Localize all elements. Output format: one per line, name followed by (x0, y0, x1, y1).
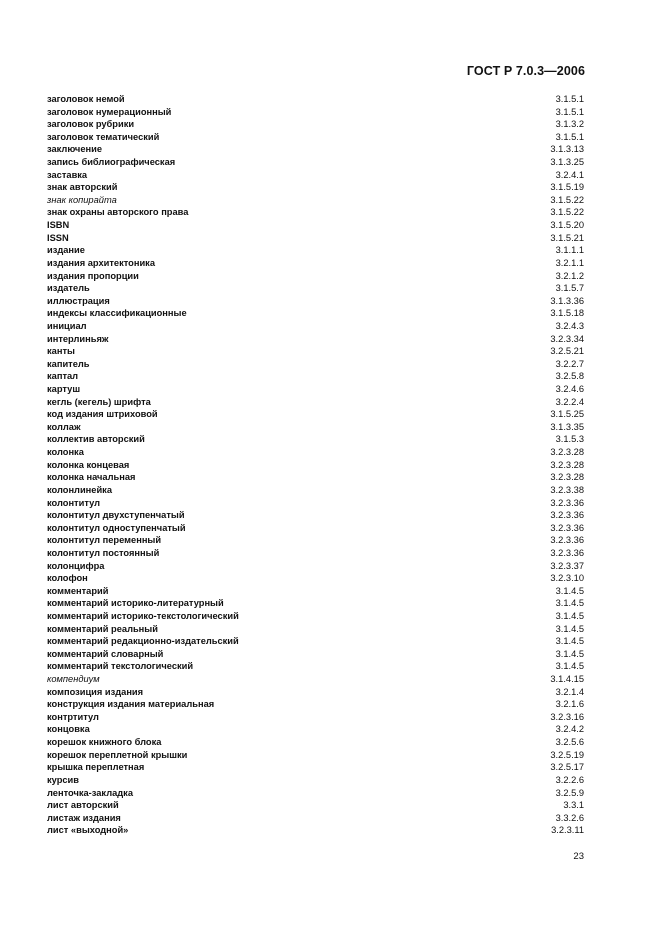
index-entry (47, 459, 584, 472)
index-reference: 3.1.3.25 (550, 157, 584, 168)
index-term: композиция издания (47, 686, 144, 697)
index-reference: 3.2.1.1 (555, 257, 584, 268)
index-entry (47, 534, 584, 547)
index-entry (47, 774, 584, 787)
index-entry (47, 799, 584, 812)
index-reference: 3.1.4.5 (555, 585, 584, 596)
index-reference: 3.1.5.22 (550, 194, 584, 205)
index-reference: 3.2.3.36 (550, 510, 584, 521)
index-entry (47, 156, 584, 169)
index-reference: 3.2.2.6 (555, 774, 584, 785)
index-term: издания пропорции (47, 270, 139, 281)
index-reference: 3.1.5.22 (550, 207, 584, 218)
index-entry (47, 736, 584, 749)
index-entry (47, 421, 584, 434)
index-entry (47, 660, 584, 673)
index-reference: 3.3.1 (563, 800, 584, 811)
index-term: ISSN (47, 232, 69, 243)
index-term: колонка (47, 447, 84, 458)
index-reference: 3.2.1.2 (555, 270, 584, 281)
index-reference: 3.2.3.10 (550, 573, 584, 584)
index-reference: 3.2.4.1 (555, 169, 584, 180)
index-reference: 3.2.4.2 (555, 724, 584, 735)
index-entry (47, 635, 584, 648)
index-entry (47, 610, 584, 623)
index-term: запись библиографическая (47, 157, 176, 168)
index-entry (47, 232, 584, 245)
index-reference: 3.2.3.28 (550, 472, 584, 483)
index-entry (47, 623, 584, 636)
index-term: колонлинейка (47, 484, 113, 495)
index-term: листаж издания (47, 812, 121, 823)
index-entry (47, 333, 584, 346)
index-entry (47, 686, 584, 699)
index-term: заголовок немой (47, 94, 125, 104)
page-number: 23 (573, 851, 584, 862)
index-entry (47, 812, 584, 825)
index-reference: 3.1.5.1 (555, 106, 584, 117)
index-entry (47, 433, 584, 446)
index-reference: 3.2.5.17 (550, 762, 584, 773)
index-term: заголовок нумерационный (47, 106, 172, 117)
index-entry (47, 106, 584, 119)
document-header: ГОСТ Р 7.0.3—2006 (466, 64, 585, 78)
index-reference: 3.1.5.18 (550, 308, 584, 319)
index-entry (47, 560, 584, 573)
index-term: контртитул (47, 711, 99, 722)
index-reference: 3.1.3.35 (550, 421, 584, 432)
index-entry (47, 497, 584, 510)
index-reference: 3.1.5.20 (550, 220, 584, 231)
index-entry (47, 282, 584, 295)
index-reference: 3.2.3.16 (550, 711, 584, 722)
index-term: иллюстрация (47, 295, 110, 306)
index-entry (47, 408, 584, 421)
index-entry (47, 572, 584, 585)
index-entry (47, 244, 584, 257)
index-entry (47, 131, 584, 144)
index-reference: 3.2.2.4 (555, 396, 584, 407)
index-reference: 3.1.4.5 (555, 598, 584, 609)
index-term: издание (47, 245, 85, 256)
index-term: лист авторский (47, 800, 119, 811)
index-reference: 3.1.5.1 (555, 94, 584, 104)
index-reference: 3.2.3.36 (550, 535, 584, 546)
index-term: концовка (47, 724, 90, 735)
index-reference: 3.1.4.5 (555, 648, 584, 659)
index-entry (47, 597, 584, 610)
index-entry (47, 370, 584, 383)
index-term: корешок переплетной крышки (47, 749, 188, 760)
index-entry (47, 257, 584, 270)
index-term: кегль (кегель) шрифта (47, 396, 151, 407)
index-term: коллектив авторский (47, 434, 145, 445)
index-reference: 3.2.4.3 (555, 320, 584, 331)
index-reference: 3.2.5.9 (555, 787, 584, 798)
index-term: знак авторский (47, 182, 118, 193)
index-list (47, 93, 584, 837)
index-term: компендиум (47, 674, 100, 685)
index-entry (47, 673, 584, 686)
index-reference: 3.1.4.5 (555, 661, 584, 672)
index-term: конструкция издания материальная (47, 699, 215, 710)
index-reference: 3.2.3.28 (550, 447, 584, 458)
index-entry (47, 206, 584, 219)
index-term: комментарий историко-текстологический (47, 610, 239, 621)
index-entry (47, 169, 584, 182)
index-reference: 3.2.1.4 (555, 686, 584, 697)
index-term: заголовок тематический (47, 131, 160, 142)
index-entry (47, 181, 584, 194)
index-term: комментарий текстологический (47, 661, 194, 672)
index-reference: 3.2.3.36 (550, 497, 584, 508)
index-reference: 3.1.3.36 (550, 295, 584, 306)
index-entry (47, 824, 584, 837)
index-reference: 3.1.4.5 (555, 623, 584, 634)
index-term: колонтитул двухступенчатый (47, 510, 185, 521)
index-term: знак охраны авторского права (47, 207, 189, 218)
index-entry (47, 320, 584, 333)
index-reference: 3.2.3.34 (550, 333, 584, 344)
index-term: интерлиньяж (47, 333, 109, 344)
index-term: комментарий редакционно-издательский (47, 636, 239, 647)
index-reference: 3.1.5.3 (555, 434, 584, 445)
index-entry (47, 93, 584, 106)
index-term: крышка переплетная (47, 762, 145, 773)
index-entry (47, 383, 584, 396)
index-entry (47, 345, 584, 358)
index-term: колонцифра (47, 560, 105, 571)
index-term: заставка (47, 169, 88, 180)
index-reference: 3.1.4.15 (550, 674, 584, 685)
index-entry (47, 143, 584, 156)
index-entry (47, 396, 584, 409)
index-reference: 3.2.3.36 (550, 547, 584, 558)
index-entry (47, 509, 584, 522)
index-entry (47, 711, 584, 724)
index-reference: 3.2.5.19 (550, 749, 584, 760)
index-entry (47, 446, 584, 459)
index-reference: 3.2.1.6 (555, 699, 584, 710)
index-reference: 3.1.4.5 (555, 610, 584, 621)
index-entry (47, 484, 584, 497)
index-reference: 3.2.5.6 (555, 737, 584, 748)
index-reference: 3.3.2.6 (555, 812, 584, 823)
index-reference: 3.1.5.19 (550, 182, 584, 193)
index-reference: 3.2.4.6 (555, 384, 584, 395)
index-reference: 3.1.4.5 (555, 636, 584, 647)
index-term: колонтитул (47, 497, 101, 508)
index-reference: 3.2.3.38 (550, 484, 584, 495)
index-term: колонка начальная (47, 472, 136, 483)
index-term: издатель (47, 283, 90, 294)
index-entry (47, 787, 584, 800)
index-entry (47, 761, 584, 774)
index-term: издания архитектоника (47, 257, 155, 268)
index-entry (47, 585, 584, 598)
index-term: комментарий словарный (47, 648, 164, 659)
index-term: колофон (47, 573, 88, 584)
index-term: инициал (47, 320, 87, 331)
index-term: ленточка-закладка (47, 787, 134, 798)
index-reference: 3.2.3.28 (550, 459, 584, 470)
index-term: комментарий (47, 585, 109, 596)
index-entry (47, 698, 584, 711)
index-reference: 3.2.5.21 (550, 346, 584, 357)
index-reference: 3.1.5.21 (550, 232, 584, 243)
index-entry (47, 547, 584, 560)
index-reference: 3.1.5.7 (555, 283, 584, 294)
index-entry (47, 295, 584, 308)
index-reference: 3.1.5.25 (550, 409, 584, 420)
index-entry (47, 270, 584, 283)
index-reference: 3.2.3.11 (551, 825, 584, 836)
index-reference: 3.1.1.1 (555, 245, 584, 256)
index-entry (47, 723, 584, 736)
index-term: знак копирайта (47, 194, 117, 205)
index-entry (47, 522, 584, 535)
index-entry (47, 648, 584, 661)
index-term: лист «выходной» (47, 825, 129, 836)
index-reference: 3.2.2.7 (555, 358, 584, 369)
index-term: комментарий историко-литературный (47, 598, 224, 609)
index-reference: 3.1.3.2 (555, 119, 584, 130)
index-entry (47, 194, 584, 207)
index-term: индексы классификационные (47, 308, 187, 319)
index-term: курсив (47, 774, 79, 785)
index-reference: 3.2.3.36 (550, 522, 584, 533)
index-term: корешок книжного блока (47, 737, 162, 748)
index-term: капитель (47, 358, 90, 369)
index-reference: 3.1.3.13 (550, 144, 584, 155)
index-entry (47, 749, 584, 762)
index-term: колонтитул переменный (47, 535, 162, 546)
index-term: заключение (47, 144, 102, 155)
index-term: колонтитул одноступенчатый (47, 522, 186, 533)
index-entry (47, 219, 584, 232)
index-entry (47, 307, 584, 320)
index-reference: 3.1.5.1 (555, 131, 584, 142)
index-term: колонка концевая (47, 459, 130, 470)
index-entry (47, 358, 584, 371)
index-entry (47, 118, 584, 131)
index-term: коллаж (47, 421, 81, 432)
index-term: ISBN (47, 220, 70, 231)
index-reference: 3.2.3.37 (550, 560, 584, 571)
index-entry (47, 471, 584, 484)
index-term: код издания штриховой (47, 409, 158, 420)
index-term: каптал (47, 371, 79, 382)
index-term: заголовок рубрики (47, 119, 135, 130)
index-term: колонтитул постоянный (47, 547, 160, 558)
index-term: комментарий реальный (47, 623, 158, 634)
index-reference: 3.2.5.8 (555, 371, 584, 382)
index-term: канты (47, 346, 75, 357)
index-term: картуш (47, 384, 81, 395)
